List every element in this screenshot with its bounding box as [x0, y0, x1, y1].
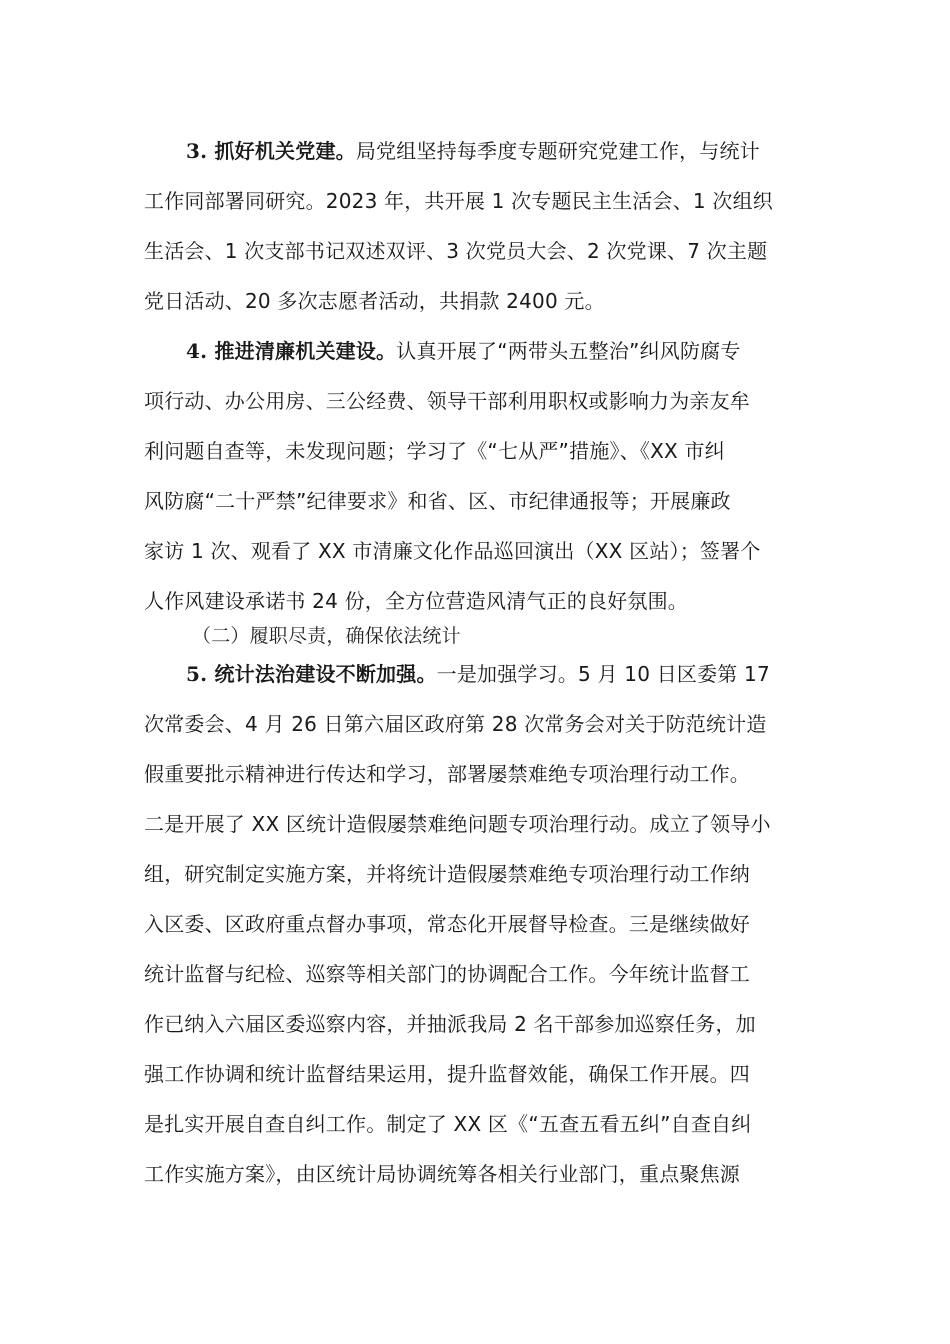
paragraph-4-line-6: 人作风建设承诺书 24 份，全方位营造风清气正的良好氛围。	[144, 589, 688, 613]
paragraph-5-line-5: 组，研究制定实施方案，并将统计造假屡禁难绝专项治理行动工作纳	[144, 862, 750, 886]
paragraph-5-line-4: 二是开展了 XX 区统计造假屡禁难绝问题专项治理行动。成立了领导小	[144, 812, 771, 836]
paragraph-3-line-4: 党日活动、20 多次志愿者活动，共捐款 2400 元。	[144, 289, 605, 313]
paragraph-4-line-5: 家访 1 次、观看了 XX 市清廉文化作品巡回演出（XX 区站）；签署个	[144, 539, 761, 563]
paragraph-5-line-1	[186, 660, 770, 688]
paragraph-3-text: 局党组坚持每季度专题研究党建工作，与统计	[355, 139, 760, 163]
paragraph-5-text: 一是加强学习。5 月 10 日区委第 17	[436, 662, 770, 686]
paragraph-3-line-2: 工作同部署同研究。2023 年，共开展 1 次专题民主生活会、1 次组织	[144, 189, 773, 213]
paragraph-5-line-7: 统计监督与纪检、巡察等相关部门的协调配合工作。今年统计监督工	[144, 962, 750, 986]
paragraph-5-line-2: 次常委会、4 月 26 日第六届区政府第 28 次常务会对关于防范统计造	[144, 712, 767, 736]
paragraph-4-line-3: 利问题自查等，未发现问题；学习了《“七从严”措施》、《XX 市纠	[144, 439, 725, 463]
paragraph-5-line-10: 是扎实开展自查自纠工作。制定了 XX 区《“五查五看五纠”自查自纠	[144, 1112, 752, 1136]
paragraph-3-heading: 3. 抓好机关党建。	[186, 139, 356, 163]
paragraph-4-line-4: 风防腐“二十严禁”纪律要求》和省、区、市纪律通报等；开展廉政	[144, 489, 731, 513]
paragraph-5-line-3: 假重要批示精神进行传达和学习，部署屡禁难绝专项治理行动工作。	[144, 762, 750, 786]
paragraph-5-line-8: 作已纳入六届区委巡察内容，并抽派我局 2 名干部参加巡察任务，加	[144, 1012, 756, 1036]
paragraph-5-line-11: 工作实施方案》，由区统计局协调统筹各相关行业部门，重点聚焦源	[144, 1162, 740, 1186]
paragraph-5-line-6: 入区委、区政府重点督办事项，常态化开展督导检查。三是继续做好	[144, 912, 750, 936]
paragraph-5-line-9: 强工作协调和统计监督结果运用，提升监督效能，确保工作开展。四	[144, 1062, 750, 1086]
paragraph-3-line-1	[186, 137, 760, 165]
paragraph-4-text: 认真开展了“两带头五整治”纠风防腐专	[396, 339, 741, 363]
paragraph-5-heading: 5. 统计法治建设不断加强。	[186, 662, 437, 686]
paragraph-4-heading: 4. 推进清廉机关建设。	[186, 339, 397, 363]
paragraph-4-line-1	[186, 337, 741, 365]
paragraph-3-line-3: 生活会、1 次支部书记双述双评、3 次党员大会、2 次党课、7 次主题	[144, 239, 768, 263]
paragraph-4-line-2: 项行动、办公用房、三公经费、领导干部利用职权或影响力为亲友牟	[144, 389, 750, 413]
section-2-heading: （二）履职尽责，确保依法统计	[192, 625, 461, 647]
